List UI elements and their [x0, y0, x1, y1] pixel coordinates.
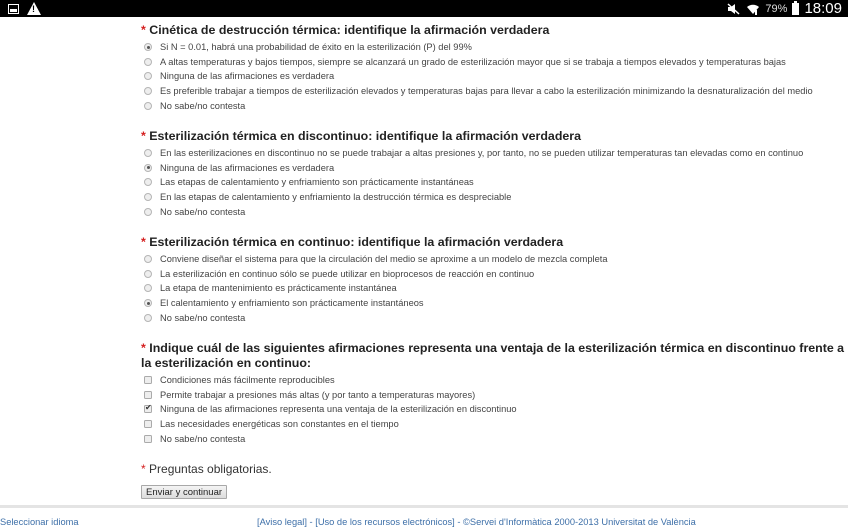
battery-icon: [792, 3, 799, 15]
option-label[interactable]: Es preferible trabajar a tiempos de esterilización elevados y temperaturas bajas para llevar a cabo la esterilización minimizando la desnaturalización del medio: [160, 86, 813, 97]
checkbox-option[interactable]: [141, 373, 848, 388]
checkbox[interactable]: [144, 435, 152, 443]
checkbox-option[interactable]: [141, 417, 848, 432]
radio-button[interactable]: [144, 193, 152, 201]
battery-percent: 79%: [765, 2, 788, 15]
option-label[interactable]: En las etapas de calentamiento y enfriamiento la destrucción térmica es despreciable: [160, 192, 512, 203]
wifi-icon: [746, 3, 760, 15]
radio-option[interactable]: [141, 310, 848, 325]
radio-button-checked[interactable]: [144, 299, 152, 307]
radio-button[interactable]: [144, 314, 152, 322]
radio-option[interactable]: [141, 69, 848, 84]
status-left: [8, 2, 41, 15]
option-label[interactable]: No sabe/no contesta: [160, 433, 246, 444]
footer: [0, 514, 848, 530]
radio-option[interactable]: [141, 281, 848, 296]
radio-option[interactable]: [141, 252, 848, 267]
checkbox[interactable]: [144, 376, 152, 384]
required-note-text: Preguntas obligatorias.: [149, 461, 272, 476]
radio-button[interactable]: [144, 72, 152, 80]
question-text: Cinética de destrucción térmica: identifique la afirmación verdadera: [149, 23, 550, 37]
required-marker: *: [141, 128, 146, 143]
option-label[interactable]: En las esterilizaciones en discontinuo no se puede trabajar a altas presiones y, por tanto, no se pueden utilizar temperaturas tan elevadas como en continuo: [160, 148, 804, 159]
clock: 18:09: [804, 0, 842, 17]
status-right: [727, 0, 842, 17]
warning-icon: [27, 2, 41, 15]
option-label[interactable]: Ninguna de las afirmaciones es verdadera: [160, 71, 335, 82]
radio-option[interactable]: [141, 204, 848, 219]
radio-button[interactable]: [144, 87, 152, 95]
radio-option[interactable]: [141, 40, 848, 55]
status-bar: [0, 0, 848, 17]
radio-option[interactable]: [141, 84, 848, 99]
question-batch-advantage: [141, 341, 848, 446]
mute-icon: [727, 3, 741, 15]
radio-button[interactable]: [144, 178, 152, 186]
option-label[interactable]: A altas temperaturas y bajos tiempos, siempre se alcanzará un grado de esterilización mayor que si se trabaja a tiempos elevados y temperaturas bajas: [160, 56, 786, 67]
question-title: [141, 129, 848, 144]
option-label[interactable]: Permite trabajar a presiones más altas (y por tanto a temperaturas mayores): [160, 389, 476, 400]
option-label[interactable]: No sabe/no contesta: [160, 206, 246, 217]
option-label[interactable]: Ninguna de las afirmaciones representa una ventaja de la esterilización en discontinuo: [160, 404, 517, 415]
separator: -: [454, 517, 464, 527]
radio-option[interactable]: [141, 161, 848, 176]
option-label[interactable]: La etapa de mantenimiento es prácticamente instantánea: [160, 283, 397, 294]
required-marker: *: [141, 23, 146, 37]
question-text: Esterilización térmica en discontinuo: identifique la afirmación verdadera: [149, 128, 581, 143]
question-title: [141, 23, 848, 38]
option-label[interactable]: Condiciones más fácilmente reproducibles: [160, 375, 335, 386]
option-label[interactable]: La esterilización en continuo sólo se puede utilizar en bioprocesos de reacción en continuo: [160, 268, 535, 279]
option-label[interactable]: Las etapas de calentamiento y enfriamiento son prácticamente instantáneas: [160, 177, 474, 188]
radio-button[interactable]: [144, 270, 152, 278]
checkbox-option[interactable]: [141, 388, 848, 403]
question-text: Indique cuál de las siguientes afirmaciones representa una ventaja de la esterilización térmica en discontinuo frente a la esterilización en continuo:: [141, 340, 845, 370]
checkbox-option[interactable]: [141, 431, 848, 446]
radio-button[interactable]: [144, 208, 152, 216]
radio-option[interactable]: [141, 296, 848, 311]
survey-form: [141, 17, 848, 500]
footer-links: [257, 517, 696, 527]
radio-button[interactable]: [144, 149, 152, 157]
required-questions-note: [141, 462, 848, 476]
submit-and-continue-button[interactable]: Enviar y continuar: [141, 485, 227, 499]
required-marker: *: [141, 340, 146, 355]
required-marker: *: [141, 461, 146, 476]
option-label[interactable]: No sabe/no contesta: [160, 312, 246, 323]
radio-option[interactable]: [141, 190, 848, 205]
question-text: Esterilización térmica en continuo: identifique la afirmación verdadera: [149, 234, 564, 249]
radio-option[interactable]: [141, 267, 848, 282]
option-label[interactable]: Ninguna de las afirmaciones es verdadera: [160, 162, 335, 173]
question-batch-sterilization: [141, 129, 848, 219]
radio-button[interactable]: [144, 255, 152, 263]
radio-option[interactable]: [141, 98, 848, 113]
question-continuous-sterilization: [141, 235, 848, 325]
checkbox-option[interactable]: [141, 402, 848, 417]
option-label[interactable]: El calentamiento y enfriamiento son prácticamente instantáneos: [160, 298, 424, 309]
legal-notice-link[interactable]: [Aviso legal]: [257, 517, 307, 527]
checkbox[interactable]: [144, 420, 152, 428]
option-label[interactable]: Las necesidades energéticas son constantes en el tiempo: [160, 418, 399, 429]
electronic-resources-use-link[interactable]: [Uso de los recursos electrónicos]: [315, 517, 455, 527]
radio-option[interactable]: [141, 55, 848, 70]
radio-button[interactable]: [144, 102, 152, 110]
copyright-text: ©Servei d'Informàtica 2000-2013 Universitat de València: [463, 517, 696, 527]
checkbox-checked[interactable]: [144, 405, 152, 413]
radio-button-checked[interactable]: [144, 164, 152, 172]
radio-option[interactable]: [141, 146, 848, 161]
select-language-link[interactable]: Seleccionar idioma: [0, 517, 79, 527]
separator: -: [306, 517, 316, 527]
option-label[interactable]: Conviene diseñar el sistema para que la circulación del medio se aproxime a un modelo de mezcla completa: [160, 254, 608, 265]
option-label[interactable]: Si N = 0.01, habrá una probabilidad de éxito en la esterilización (P) del 99%: [160, 42, 472, 53]
radio-button[interactable]: [144, 284, 152, 292]
radio-option[interactable]: [141, 175, 848, 190]
question-title: [141, 341, 846, 371]
question-thermal-destruction-kinetics: [141, 23, 848, 113]
image-notification-icon: [8, 4, 19, 14]
question-title: [141, 235, 848, 250]
footer-divider: [0, 505, 848, 508]
radio-button-checked[interactable]: [144, 43, 152, 51]
required-marker: *: [141, 234, 146, 249]
option-label[interactable]: No sabe/no contesta: [160, 100, 246, 111]
checkbox[interactable]: [144, 391, 152, 399]
radio-button[interactable]: [144, 58, 152, 66]
